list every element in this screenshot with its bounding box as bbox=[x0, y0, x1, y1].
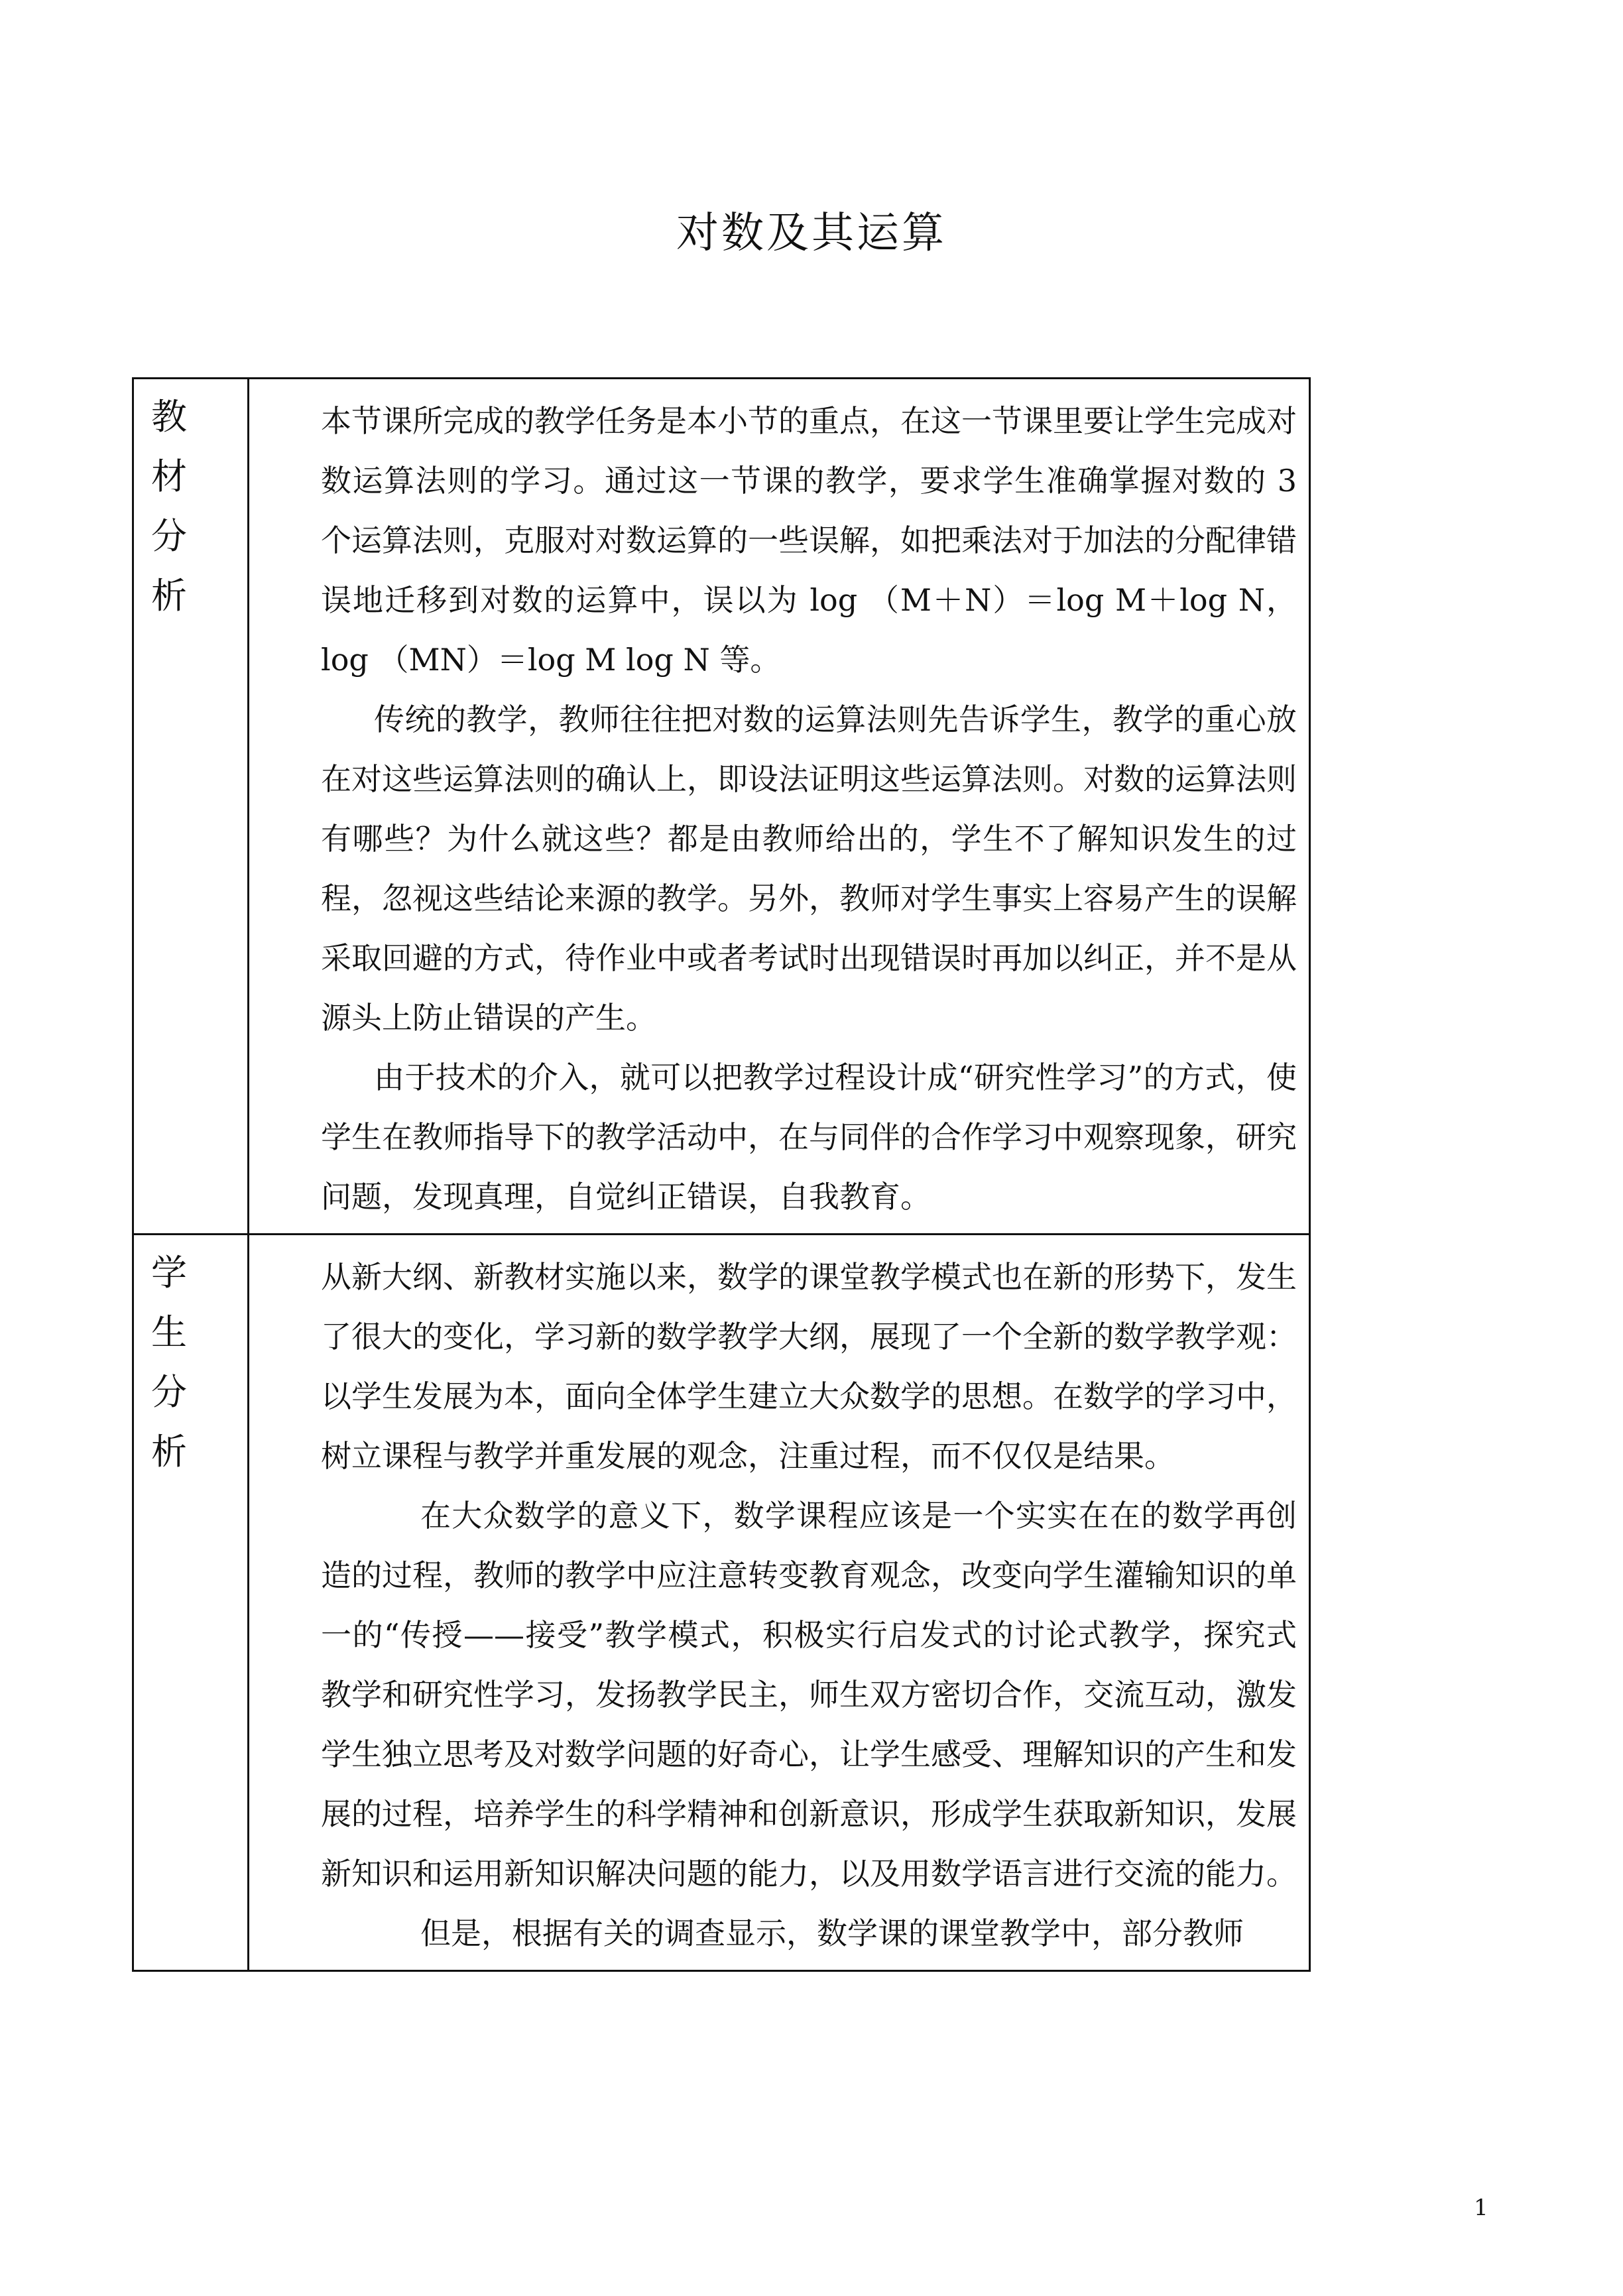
section-label-student-analysis bbox=[133, 1235, 249, 1971]
label-char: 生 bbox=[151, 1311, 187, 1353]
paragraph: 但是，根据有关的调查显示，数学课的课堂教学中，部分教师 bbox=[420, 1915, 1244, 1951]
table-row-student-analysis bbox=[133, 1235, 1310, 1971]
paragraph: 本节课所完成的教学任务是本小节的重点，在这一节课里要让学生完成对数运算法则的学习。通过这一节课的教学，要求学生准确掌握对数的 3 个运算法则，克服对对数运算的一些误解，如把乘法对于加法的分配律错误地迁移到对数的运算中，误以为 log （M＋N）＝log M＋log N，log （MN）＝log M log N 等。 bbox=[321, 403, 1297, 678]
paragraph: 在大众数学的意义下，数学课程应该是一个实实在在的数学再创造的过程，教师的教学中应注意转变教育观念，改变向学生灌输知识的单一的“传授——接受”教学模式，积极实行启发式的讨论式教学，探究式教学和研究性学习，发扬教学民主，师生双方密切合作，交流互动，激发学生独立思考及对数学问题的好奇心，让学生感受、理解知识的产生和发展的过程，培养学生的科学精神和创新意识，形成学生获取新知识，发展新知识和运用新知识解决问题的能力，以及用数学语言进行交流的能力。 bbox=[321, 1498, 1297, 1892]
label-char: 材 bbox=[151, 455, 187, 497]
page-number: 1 bbox=[1474, 2195, 1488, 2221]
label-char: 分 bbox=[151, 515, 187, 557]
section-label-textbook-analysis bbox=[133, 379, 249, 1235]
page-title: 对数及其运算 bbox=[676, 209, 947, 258]
table-row-textbook-analysis bbox=[133, 379, 1310, 1235]
label-char: 教 bbox=[151, 396, 187, 438]
lesson-table bbox=[132, 377, 1311, 1972]
label-char: 析 bbox=[151, 575, 187, 617]
section-content-textbook-analysis bbox=[249, 379, 1310, 1235]
label-char: 析 bbox=[151, 1431, 187, 1473]
paragraph: 传统的教学，教师往往把对数的运算法则先告诉学生，教学的重心放在对这些运算法则的确认上，即设法证明这些运算法则。对数的运算法则有哪些？为什么就这些？都是由教师给出的，学生不了解知识发生的过程，忽视这些结论来源的教学。另外，教师对学生事实上容易产生的误解采取回避的方式，待作业中或者考试时出现错误时再加以纠正，并不是从源头上防止错误的产生。 bbox=[321, 701, 1297, 1036]
section-content-student-analysis bbox=[249, 1235, 1310, 1971]
label-char: 学 bbox=[151, 1252, 187, 1294]
paragraph: 从新大纲、新教材实施以来，数学的课堂教学模式也在新的形势下，发生了很大的变化，学习新的数学教学大纲，展现了一个全新的数学教学观：以学生发展为本，面向全体学生建立大众数学的思想。在数学的学习中，树立课程与教学并重发展的观念，注重过程，而不仅仅是结果。 bbox=[321, 1259, 1297, 1474]
paragraph: 由于技术的介入，就可以把教学过程设计成“研究性学习”的方式，使学生在教师指导下的教学活动中，在与同伴的合作学习中观察现象，研究问题，发现真理，自觉纠正错误，自我教育。 bbox=[321, 1059, 1297, 1215]
label-char: 分 bbox=[151, 1371, 187, 1413]
